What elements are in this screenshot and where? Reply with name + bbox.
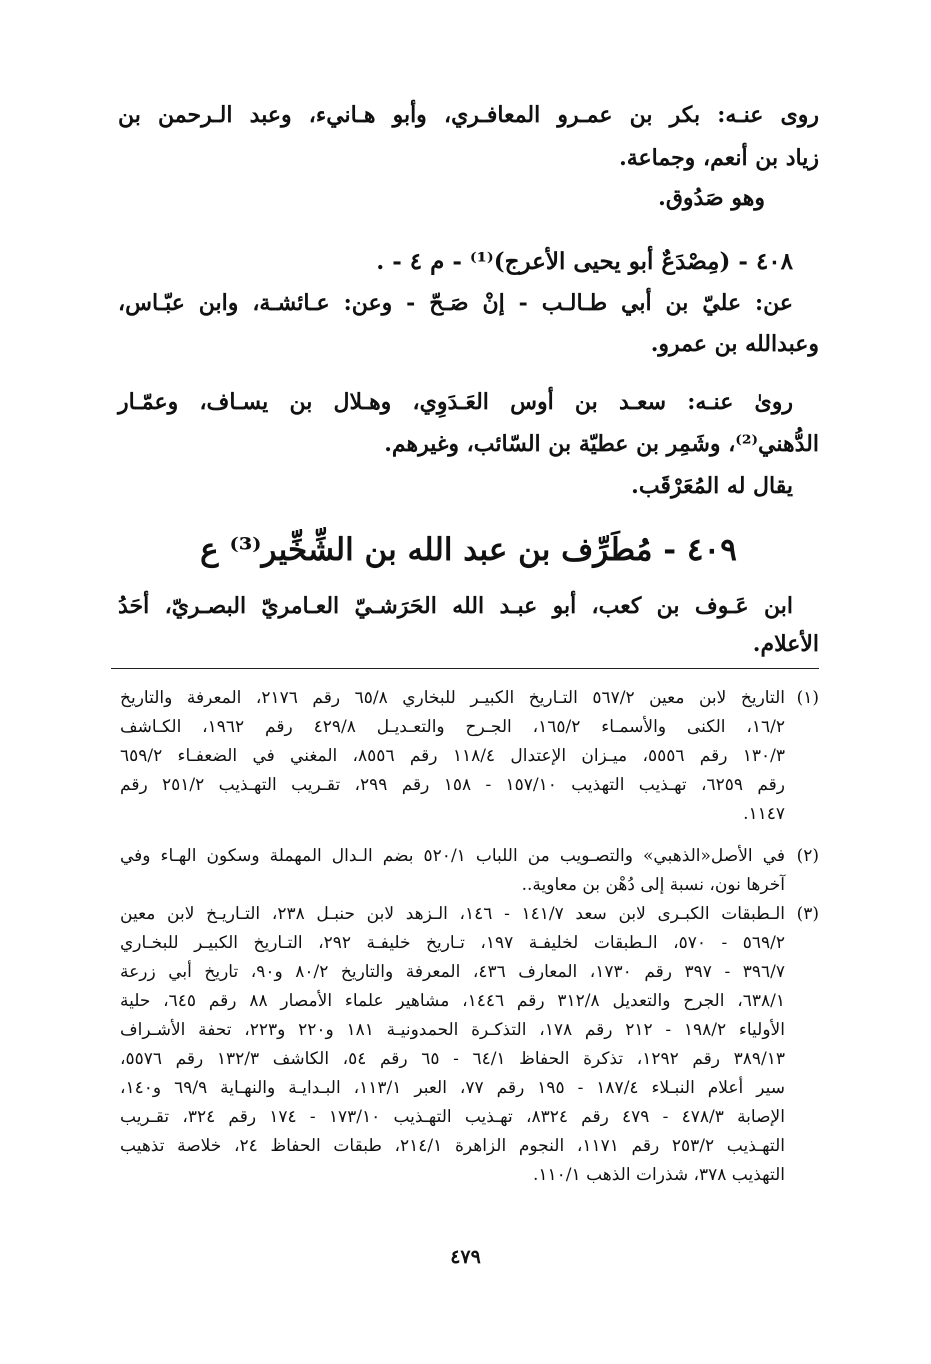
footnote-line: التهذيب ٣٧٨، شذرات الذهب ١١٠/١.: [533, 1165, 785, 1185]
footnote-line: الأولياء ١٩٨/٢ - ٢١٢ رقم ١٧٨، التذكـرة الحمدونيـة ١٨١ و٢٢٠ و٢٢٣، تحفة الأشـراف: [120, 1020, 785, 1040]
footnote-line: ٦٣٨/١، الجرح والتعديل ٣١٢/٨ رقم ١٤٤٦، مشاهير علماء الأمصار ٨٨ رقم ٦٤٥، حلية: [120, 991, 785, 1011]
entry-title: ٤٠٩ - مُطَرِّف بن عبد الله بن الشِّخِّير⁽³⁾ ع: [200, 532, 737, 568]
body-line: يقال له المُعَرْقَب.: [631, 473, 793, 499]
footnote-line: ١١٤٧.: [743, 804, 785, 824]
footnote-line: ١٣٠/٣ رقم ٥٥٥٦، ميـزان الإعتدال ١١٨/٤ رقم ٨٥٥٦، المغني في الضعفـاء ٦٥٩/٢: [120, 746, 785, 766]
body-line: ابن عَـوف بن كعب، أبو عبـد الله الحَرَشـيّ العـامريّ البصـريّ، أحَدُ: [118, 593, 793, 619]
footnote-line: ٥٦٩/٢ - ٥٧٠، الـطبقات لخليفـة ١٩٧، تـاريخ خليفـة ٢٩٢، التـاريخ الكبيـر للبخـاري: [120, 933, 786, 953]
footnote-line: ٣٩٦/٧ - ٣٩٧ رقم ١٧٣٠، المعارف ٤٣٦، المعرفة والتاريخ ٨٠/٢ و٩٠، تاريخ أبي زرعة: [120, 962, 785, 982]
footnote-2: [120, 842, 819, 900]
footnote-line: التاريخ لابن معين ٥٦٧/٢ التـاريخ الكبيـر للبخاري ٦٥/٨ رقم ٢١٧٦، المعرفة والتاريخ: [120, 688, 785, 708]
entry-heading: ٤٠٨ - (مِصْدَعٌ أبو يحيى الأعرج)⁽¹⁾ - م ٤ - .: [376, 248, 793, 275]
footnote-line: آخرها نون، نسبة إلى دُهْن بن معاوية..: [521, 875, 785, 895]
body-line: عن: عليّ بن أبي طـالـب - إنْ صَـحّ - وعن: عـائشـة، وابن عبّـاس،: [118, 290, 793, 316]
body-line: وعبدالله بن عمرو.: [650, 331, 819, 357]
footnote-line: الـطبقات الكبـرى لابن سعد ١٤١/٧ - ١٤٦، الـزهد لابن حنبـل ٢٣٨، التـاريـخ لابن معين: [120, 904, 785, 924]
footnote-line: ٣٨٩/١٣ رقم ١٢٩٢، تذكرة الحفاظ ٦٤/١ - ٦٥ رقم ٥٤، الكاشف ١٣٢/٣ رقم ٥٥٧٦،: [120, 1049, 785, 1069]
footnote-number: (٣): [796, 904, 819, 924]
footnote-line: في الأصل«الذهبي» والتصـويب من اللباب ٥٢٠/١ بضم الـدال المهملة وسكون الهـاء وفي: [120, 846, 785, 866]
footnote-line: رقم ٦٢٥٩، تهـذيب التهذيب ١٥٧/١٠ - ١٥٨ رقم ٢٩٩، تقـريب التهـذيب ٢٥١/٢ رقم: [120, 775, 785, 795]
body-line: الأعلام.: [752, 631, 819, 657]
footnote-3: [120, 900, 819, 1190]
body-line: الدُّهني⁽²⁾، وشَمِر بن عطيّة بن السّائب، وغيرهم.: [384, 431, 819, 457]
footnote-line: التهـذيب ٢٥٣/٢ رقم ١١٧١، النجوم الزاهرة ٢١٤/١، طبقات الحفاظ ٢٤، خلاصة تذهيب: [120, 1136, 785, 1156]
footnote-line: ١٦/٢، الكنى والأسمـاء ١٦٥/٢، الجـرح والتعـديـل ٤٢٩/٨ رقم ١٩٦٢، الكـاشف: [120, 717, 785, 737]
footnote-separator: [111, 668, 819, 669]
footnote-line: سير أعلام النبـلاء ١٨٧/٤ - ١٩٥ رقم ٧٧، العبر ١١٣/١، البـدايـة والنهـاية ٦٩/٩ و١٤٠،: [120, 1078, 785, 1098]
body-line: روى عنـه: بكر بن عمـرو المعافـري، وأبو هـانيء، وعبد الـرحمن بن: [118, 102, 819, 128]
footnote-number: (٢): [796, 846, 819, 866]
body-line: زياد بن أنعم، وجماعة.: [619, 145, 819, 171]
footnote-1: [120, 684, 819, 829]
body-line: وهو صَدُوق.: [658, 185, 765, 211]
footnote-line: الإصابة ٤٧٨/٣ - ٤٧٩ رقم ٨٣٢٤، تهـذيب التهـذيب ١٧٣/١٠ - ١٧٤ رقم ٣٢٤، تقـريب: [120, 1107, 785, 1127]
page-number: ٤٧٩: [450, 1246, 481, 1268]
body-line: روىٰ عنـه: سعـد بن أوس العَـدَوِي، وهـلال بن يسـاف، وعمّـار: [118, 389, 793, 415]
footnote-number: (١): [796, 688, 819, 708]
